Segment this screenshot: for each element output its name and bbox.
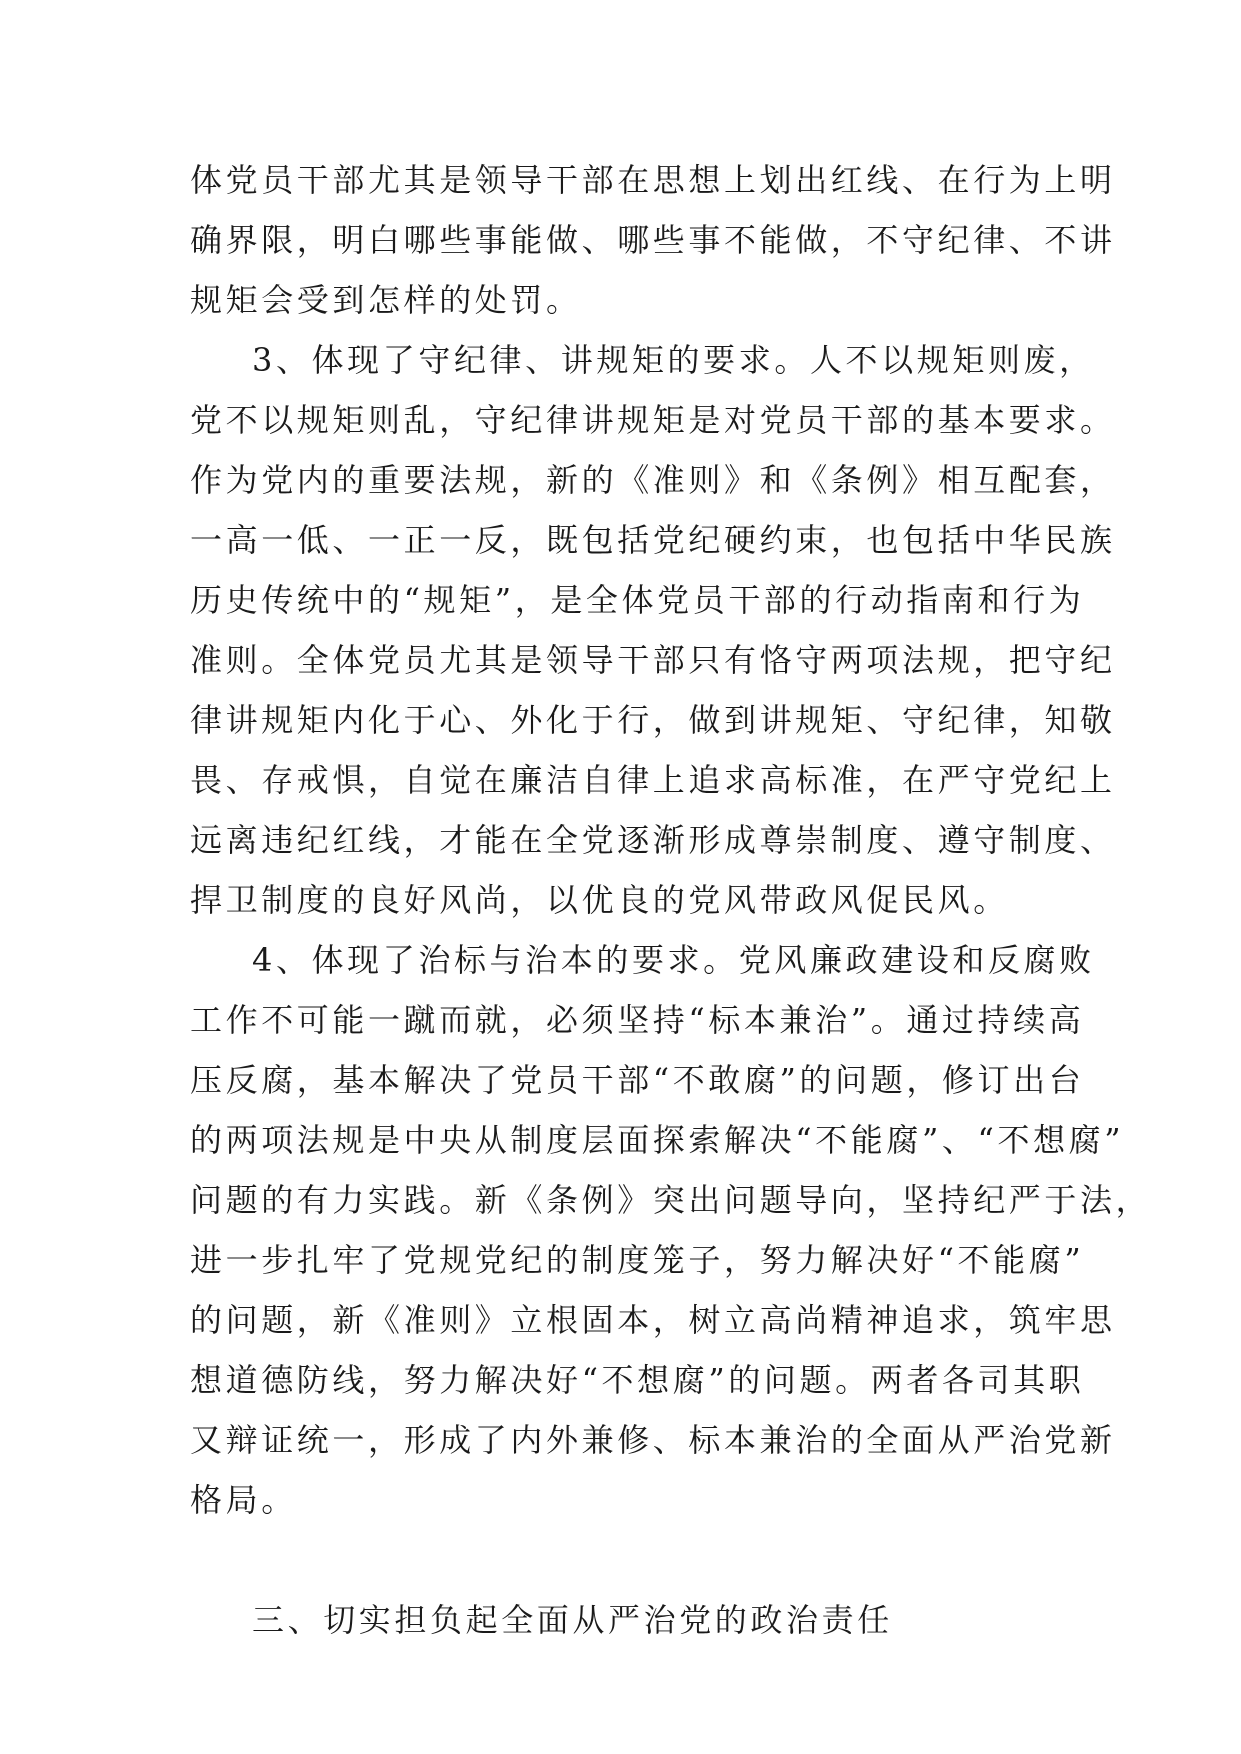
text-line: 党不以规矩则乱，守纪律讲规矩是对党员干部的基本要求。 [190, 401, 1116, 439]
text-line: 的问题，新《准则》立根固本，树立高尚精神追求，筑牢思 [190, 1301, 1116, 1339]
text-line: 一高一低、一正一反，既包括党纪硬约束，也包括中华民族 [190, 521, 1116, 559]
text-line: 三、切实担负起全面从严治党的政治责任 [252, 1601, 893, 1639]
text-line: 的两项法规是中央从制度层面探索解决“不能腐”、“不想腐” [190, 1121, 1125, 1159]
text-line: 问题的有力实践。新《条例》突出问题导向，坚持纪严于法， [190, 1181, 1152, 1219]
text-line: 工作不可能一蹴而就，必须坚持“标本兼治”。通过持续高 [190, 1001, 1085, 1039]
text-line: 压反腐，基本解决了党员干部“不敢腐”的问题，修订出台 [190, 1061, 1085, 1099]
text-line: 捍卫制度的良好风尚，以优良的党风带政风促民风。 [190, 881, 1009, 919]
text-line: 畏、存戒惧，自觉在廉洁自律上追求高标准，在严守党纪上 [190, 761, 1116, 799]
document-body [190, 150, 1152, 1650]
text-line [190, 1530, 1060, 1590]
text-line: 准则。全体党员尤其是领导干部只有恪守两项法规，把守纪 [190, 641, 1116, 679]
text-line: 远离违纪红线，才能在全党逐渐形成尊崇制度、遵守制度、 [190, 821, 1116, 859]
text-line: 4、体现了治标与治本的要求。党风廉政建设和反腐败 [252, 941, 1095, 979]
text-line: 确界限，明白哪些事能做、哪些事不能做，不守纪律、不讲 [190, 221, 1116, 259]
text-line: 3、体现了守纪律、讲规矩的要求。人不以规矩则废， [252, 341, 1095, 379]
text-line: 想道德防线，努力解决好“不想腐”的问题。两者各司其职 [190, 1361, 1085, 1399]
text-line: 进一步扎牢了党规党纪的制度笼子，努力解决好“不能腐” [190, 1241, 1085, 1279]
text-line: 律讲规矩内化于心、外化于行，做到讲规矩、守纪律，知敬 [190, 701, 1116, 739]
text-line: 格局。 [190, 1481, 297, 1519]
text-line: 规矩会受到怎样的处罚。 [190, 281, 582, 319]
text-line: 体党员干部尤其是领导干部在思想上划出红线、在行为上明 [190, 161, 1116, 199]
text-line: 作为党内的重要法规，新的《准则》和《条例》相互配套， [190, 461, 1116, 499]
text-line: 又辩证统一，形成了内外兼修、标本兼治的全面从严治党新 [190, 1421, 1116, 1459]
text-line: 历史传统中的“规矩”，是全体党员干部的行动指南和行为 [190, 581, 1085, 619]
